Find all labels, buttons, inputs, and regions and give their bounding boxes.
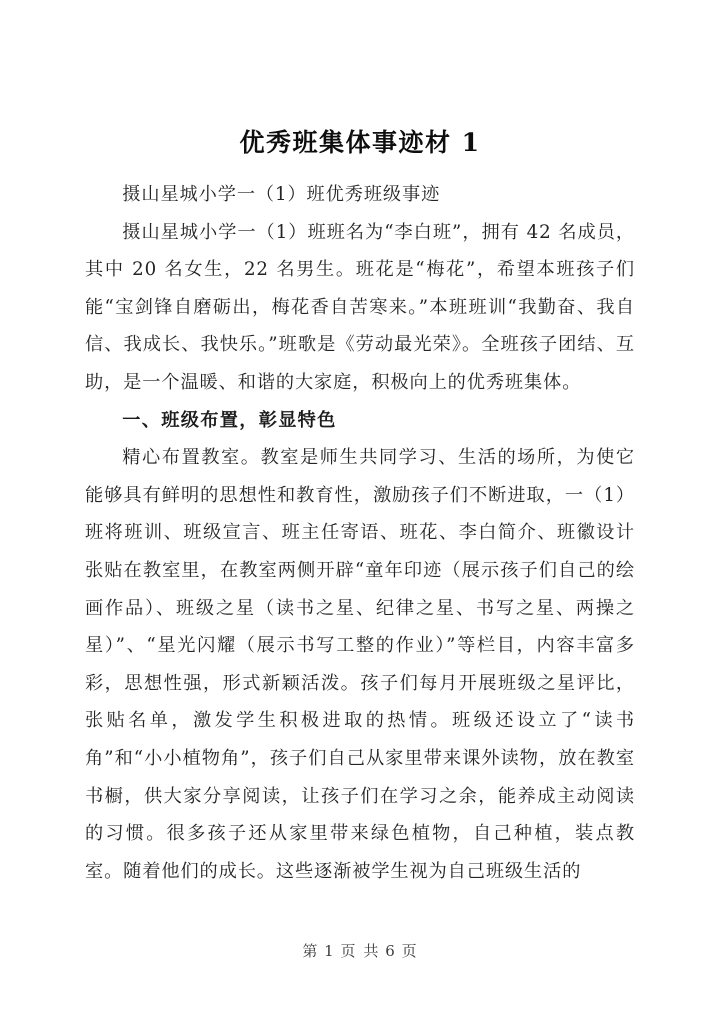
document-content — [85, 0, 635, 890]
page-title: 优秀班集体事迹材 1 — [239, 128, 481, 157]
footer-total-pages: 共 6 页 — [363, 942, 418, 960]
page-footer — [0, 940, 720, 961]
footer-current-page: 第 1 页 — [302, 942, 357, 960]
paragraph-section-1-body: 精心布置教室。教室是师生共同学习、生活的场所，为使它能够具有鲜明的思想性和教育性，激励孩子们不断进取，一（1）班将班训、班级宣言、班主任寄语、班花、李白简介、班徽设计张贴在教室里，在教室两侧开辟“童年印迹（展示孩子们自己的绘画作品）、班级之星（读书之星、纪律之星、书写之星、两操之星）”、“星光闪耀（展示书写工整的作业）”等栏目，内容丰富多彩，思想性强，形式新颖活泼。孩子们每月开展班级之星评比，张贴名单，激发学生积极进取的热情。班级还设立了“读书角”和“小小植物角”，孩子们自己从家里带来课外读物，放在教室书橱，供大家分享阅读，让孩子们在学习之余，能养成主动阅读的习惯。很多孩子还从家里带来绿色植物，自己种植，装点教室。随着他们的成长。这些逐渐被学生视为自己班级生活的 — [85, 447, 635, 882]
paragraph-subtitle: 摄山星城小学一（1）班优秀班级事迹 — [122, 184, 441, 205]
section-heading-1: 一、班级布置，彰显特色 — [122, 409, 337, 431]
paragraph-intro: 摄山星城小学一（1）班班名为“李白班”，拥有 42 名成员，其中 20 名女生，22 名男生。班花是“梅花”，希望本班孩子们能“宝剑锋自磨砺出，梅花香自苦寒来。”本班班训“我勤奋、我自信、我成长、我快乐。”班歌是《劳动最光荣》。全班孩子团结、互助，是一个温暖、和谐的大家庭，积极向上的优秀班集体。 — [85, 221, 635, 393]
